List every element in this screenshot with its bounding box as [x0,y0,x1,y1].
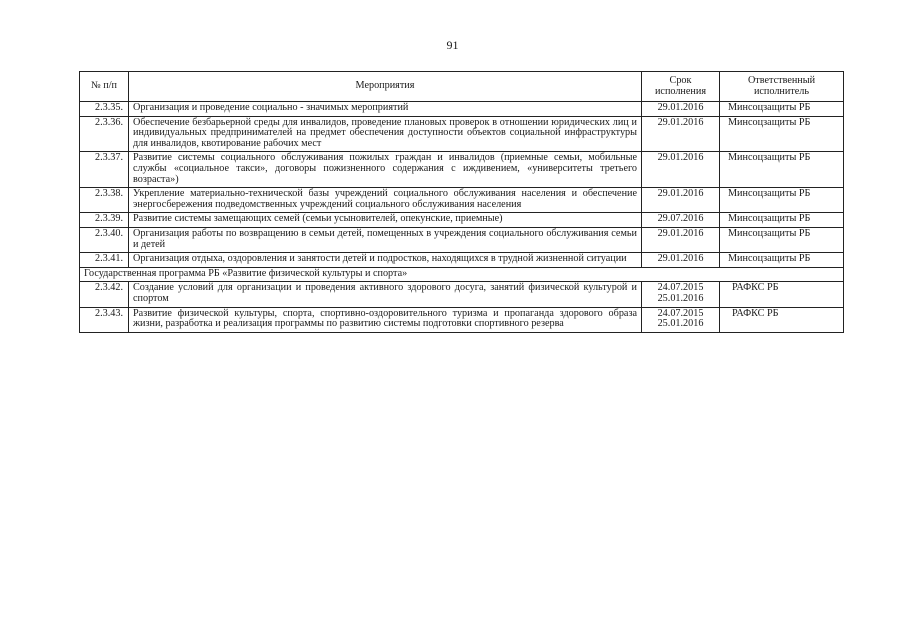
header-date: Срок исполнения [642,72,720,102]
table-row [80,227,844,252]
row-event: Организация и проведение социально - значимых мероприятий [129,102,642,117]
row-event: Организация отдыха, оздоровления и занятости детей и подростков, находящихся в трудной жизненной ситуации [129,253,642,268]
row-responsible: Минсоцзащиты РБ [720,213,844,228]
row-event: Обеспечение безбарьерной среды для инвалидов, проведение плановых проверок в отношении юридических лиц и индивидуальных предпринимателей на предмет обеспечения доступности объектов социальной инфраструктуры для инвалидов, квотирование рабочих мест [129,116,642,152]
row-responsible: Минсоцзащиты РБ [720,116,844,152]
row-num: 2.3.43. [80,307,129,332]
row-num: 2.3.36. [80,116,129,152]
row-date-end: 25.01.2016 [657,292,704,304]
row-responsible: РАФКС РБ [720,282,844,307]
row-date-start: 24.07.2015 [657,307,704,319]
row-responsible: Минсоцзащиты РБ [720,188,844,213]
row-num: 2.3.35. [80,102,129,117]
row-num: 2.3.41. [80,253,129,268]
row-num: 2.3.40. [80,227,129,252]
row-num: 2.3.37. [80,152,129,188]
table-row [80,282,844,307]
row-date: 29.01.2016 [642,102,720,117]
table-row [80,152,844,188]
row-event: Организация работы по возвращению в семьи детей, помещенных в учреждения социального обслуживания семьи и детей [129,227,642,252]
row-dates [642,307,720,332]
row-date-start: 24.07.2015 [657,282,704,294]
row-responsible: Минсоцзащиты РБ [720,253,844,268]
page-number: 91 [446,38,459,52]
row-responsible: Минсоцзащиты РБ [720,102,844,117]
section-title: Государственная программа РБ «Развитие физической культуры и спорта» [80,267,844,282]
section-header-row [80,267,844,282]
row-event: Создание условий для организации и проведения активного здорового досуга, занятий физической культурой и спортом [129,282,642,307]
row-date: 29.01.2016 [642,188,720,213]
row-event: Развитие системы замещающих семей (семьи усыновителей, опекунские, приемные) [129,213,642,228]
table-row [80,213,844,228]
row-date: 29.07.2016 [642,213,720,228]
events-table [79,71,844,333]
row-date-end: 25.01.2016 [657,318,704,330]
row-date: 29.01.2016 [642,116,720,152]
table-row [80,102,844,117]
table-row [80,307,844,332]
row-responsible: Минсоцзащиты РБ [720,152,844,188]
header-event: Мероприятия [129,72,642,102]
table-row [80,188,844,213]
row-num: 2.3.39. [80,213,129,228]
table-header-row [80,72,844,102]
table-row [80,116,844,152]
header-num: № п/п [80,72,129,102]
row-date: 29.01.2016 [642,227,720,252]
row-date: 29.01.2016 [642,152,720,188]
row-date: 29.01.2016 [642,253,720,268]
row-num: 2.3.42. [80,282,129,307]
row-event: Развитие физической культуры, спорта, спортивно-оздоровительного туризма и пропаганда здорового образа жизни, разработка и реализация программы по развитию системы подготовки спортивного резерва [129,307,642,332]
header-responsible: Ответственный исполнитель [720,72,844,102]
row-num: 2.3.38. [80,188,129,213]
row-responsible: РАФКС РБ [720,307,844,332]
table-row [80,253,844,268]
row-responsible: Минсоцзащиты РБ [720,227,844,252]
row-event: Укрепление материально-технической базы учреждений социального обслуживания населения и обеспечение энергосбережения подведомственных учреждений социального обслуживания населения [129,188,642,213]
row-event: Развитие системы социального обслуживания пожилых граждан и инвалидов (приемные семьи, мобильные службы «социальное такси», договоры пожизненного содержания с иждивением, «университеты третьего возраста») [129,152,642,188]
row-dates [642,282,720,307]
